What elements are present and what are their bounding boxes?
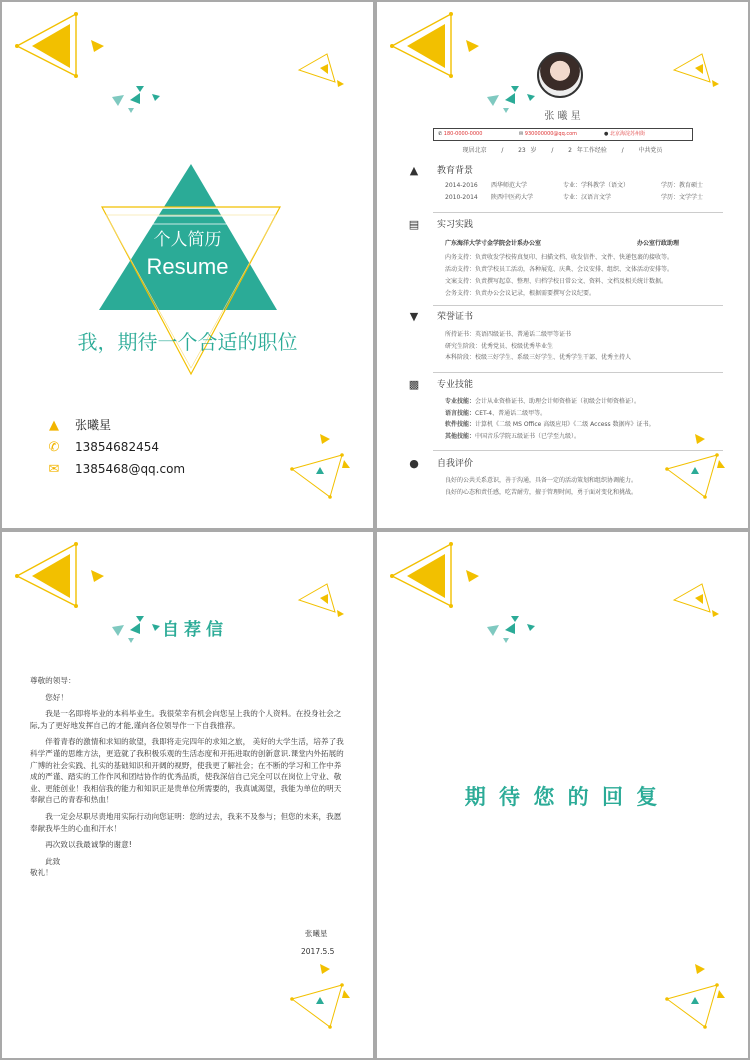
cover-phone: 13854682454 (75, 440, 159, 454)
detail-age: 23 岁 (518, 147, 537, 154)
decor-top-left (390, 542, 535, 643)
divider (433, 305, 723, 306)
skill-line (445, 431, 655, 443)
section-title-skills: 专业技能 (437, 380, 474, 390)
section-title-honors: 荣誉证书 (437, 312, 474, 322)
cover-page (2, 2, 373, 528)
skill-text: 中国音乐学院五级证书（已学至九级）。 (475, 432, 581, 440)
letter-paragraph: 我是一名即将毕业的本科毕业生。我很荣幸有机会向您呈上我的个人资料。在投身社会之际,为了更好地发挥自己的才能,谨向各位领导作一下自我推荐。 (30, 709, 342, 730)
skill-text: CET-4、普通话二级甲等。 (475, 409, 547, 417)
letter-date: 2017.5.5 (301, 947, 335, 956)
practice-line: 会务支持：负责办公会议记录，根据需要撰写会议纪要。 (445, 290, 596, 297)
divider (433, 212, 723, 213)
skill-line (445, 396, 655, 408)
letter-paragraph: 再次致以我最诚挚的谢意! (45, 840, 132, 850)
cover-title-cn: 个人简历 (153, 230, 222, 250)
mail-icon: ✉ (519, 131, 524, 137)
letter-paragraph: 伴着青春的激情和求知的欲望，我即将走完四年的求知之旅， 美好的大学生活，培养了我科学严谨的思维方法，更造就了我积极乐观的生活态度和开拓进取的创新意识.课堂内外拓展的广博的社会实践、扎实的基础知识和开阔的视野，使我更了解社会；在不断的学习和工作中养成的严谨、踏实的工作作风和团结协作的优秀品质，使我深信自己完全可以在岗位上守业、敬业、更能创业！我相信我的能力和知识正是贵单位所需要的，我真诚渴望，我能为单位的明天奉献自己的青春和热血！ (30, 737, 344, 805)
decor-top-right (299, 584, 344, 617)
honor-line: 研究生阶段：优秀党员、校级优秀毕业生 (445, 342, 554, 350)
decor-bottom-right (290, 434, 350, 499)
self-lines (445, 475, 637, 499)
decor-top-left (15, 542, 160, 643)
skills-lines (445, 396, 655, 442)
closing-page (377, 532, 748, 1058)
phone-icon: ✆ (48, 439, 60, 455)
cover-letter-page (2, 532, 373, 1058)
practice-company: 广东海洋大学寸金学院会计系办公室 (445, 240, 542, 247)
phone-icon: ✆ (438, 131, 443, 137)
letter-greeting: 您好！ (45, 692, 68, 702)
section-title-education: 教育背景 (437, 166, 474, 176)
practice-line: 文案支持：负责撰写起草、整理、归档学校日常公文、资料、文档及相关统计数据。 (445, 278, 668, 285)
edu-school: 陕西中医药大学 (491, 194, 534, 201)
cover-phone-row (47, 440, 159, 455)
edu-degree: 学历：教育硕士 (661, 182, 704, 189)
location-icon: ● (604, 131, 609, 137)
separator: / (551, 147, 554, 154)
detail-location: 现居北京 (462, 147, 487, 154)
edu-school: 西华师范大学 (491, 182, 528, 189)
decor-top-right (674, 584, 719, 617)
cover-slogan: 我，期待一个合适的职位 (77, 330, 298, 354)
resume-page (377, 2, 748, 528)
skill-label: 软件技能： (445, 421, 476, 428)
decor-top-right (674, 54, 719, 87)
contact-email: 930000000@qq.com (524, 131, 578, 137)
divider (433, 450, 723, 451)
decor-bottom-right (290, 964, 350, 1029)
skill-text: 会计从业资格证书、助理会计师资格证（初级会计师资格证）。 (475, 398, 641, 405)
cover-title-en: Resume (146, 254, 229, 279)
edu-major: 专业：汉语言文学 (563, 194, 612, 201)
graduation-cap-icon: ▲ (409, 164, 419, 177)
self-line: 良好的公共关系意识，善于沟通，具备一定的活动策划和组织协调能力。 (445, 477, 638, 484)
decor-top-left (390, 12, 535, 113)
trophy-icon: ▼ (409, 310, 419, 323)
contact-box (433, 128, 693, 141)
contact-phone: 180-0000-0000 (443, 131, 483, 137)
education-row (445, 182, 703, 190)
decor-bottom-right (665, 434, 725, 499)
contact-address: 北京海淀苏州街 (609, 131, 645, 137)
skill-line (445, 419, 655, 431)
avatar (537, 52, 583, 98)
honors-lines (445, 329, 631, 364)
skill-label: 专业技能： (445, 398, 476, 405)
bar-chart-icon: ▩ (408, 378, 420, 391)
practice-position: 办公室行政助理 (637, 240, 680, 247)
skill-label: 语言技能： (445, 409, 476, 417)
closing-text: 期 待 您 的 回 复 (464, 785, 661, 809)
personal-details (377, 147, 748, 155)
cover-email-row (47, 462, 185, 477)
honor-line: 本科阶段：校级三好学生、系级三好学生、优秀学生干部、优秀主持人 (445, 354, 632, 361)
letter-body (30, 675, 348, 879)
decor-bottom-right (665, 964, 725, 1029)
letter-closing: 此致 (45, 856, 61, 866)
divider (433, 372, 723, 373)
separator: / (621, 147, 624, 154)
letter-signature: 张曦星 (305, 929, 328, 938)
letter-paragraph: 我一定会尽职尽责地用实际行动向您证明：您的过去，我来不及参与；但您的未来，我愿奉献我毕生的心血和汗水！ (30, 811, 342, 833)
letter-title: 自荐信 (162, 620, 228, 640)
practice-lines (445, 252, 673, 300)
decor-top-left (15, 12, 160, 113)
cover-email: 1385468@qq.com (75, 462, 186, 476)
edu-degree: 学历：文学学士 (661, 194, 704, 201)
detail-experience: 2 年工作经验 (568, 147, 607, 154)
envelope-icon: ✉ (48, 461, 60, 477)
letter-salutation: 尊敬的领导： (30, 676, 76, 685)
separator: / (501, 147, 504, 154)
practice-line: 活动支持：负责学校员工活动，各种展览、庆典、会议安排、组织、文体活动安排等。 (445, 266, 674, 273)
decor-top-right (299, 54, 344, 87)
detail-party: 中共党员 (638, 147, 663, 154)
section-title-self: 自我评价 (437, 459, 474, 469)
person-icon: ▲ (49, 417, 59, 433)
letter-regards: 敬礼！ (30, 868, 53, 878)
practice-line: 内务支持：负责收发学校传真复印、扫描文档、收发信件、文件、快递包裹的接收等。 (445, 254, 674, 261)
document-icon: ▤ (408, 218, 420, 231)
education-row (445, 194, 703, 202)
honor-line: 所持证书：英语四级证书、普通话二级甲等证书 (445, 331, 572, 338)
cover-name: 张曦星 (75, 418, 112, 432)
edu-years: 2014-2016 (445, 182, 478, 189)
person-icon: ● (409, 457, 419, 470)
skill-label: 其他技能： (445, 432, 476, 440)
edu-major: 专业：学科教学（语文） (563, 182, 630, 189)
skill-text: 计算机《二级 MS Office 高级应用》《二级 Access 数据库》证书。 (475, 421, 655, 428)
edu-years: 2010-2014 (445, 194, 478, 201)
skill-line (445, 408, 655, 420)
resume-name: 张 曦 星 (544, 111, 581, 122)
section-title-practice: 实习实践 (437, 220, 474, 230)
self-line: 良好的心态和责任感，吃苦耐劳，擅于管理时间，勇于面对变化和挑战。 (445, 489, 638, 496)
cover-name-row (47, 418, 111, 433)
